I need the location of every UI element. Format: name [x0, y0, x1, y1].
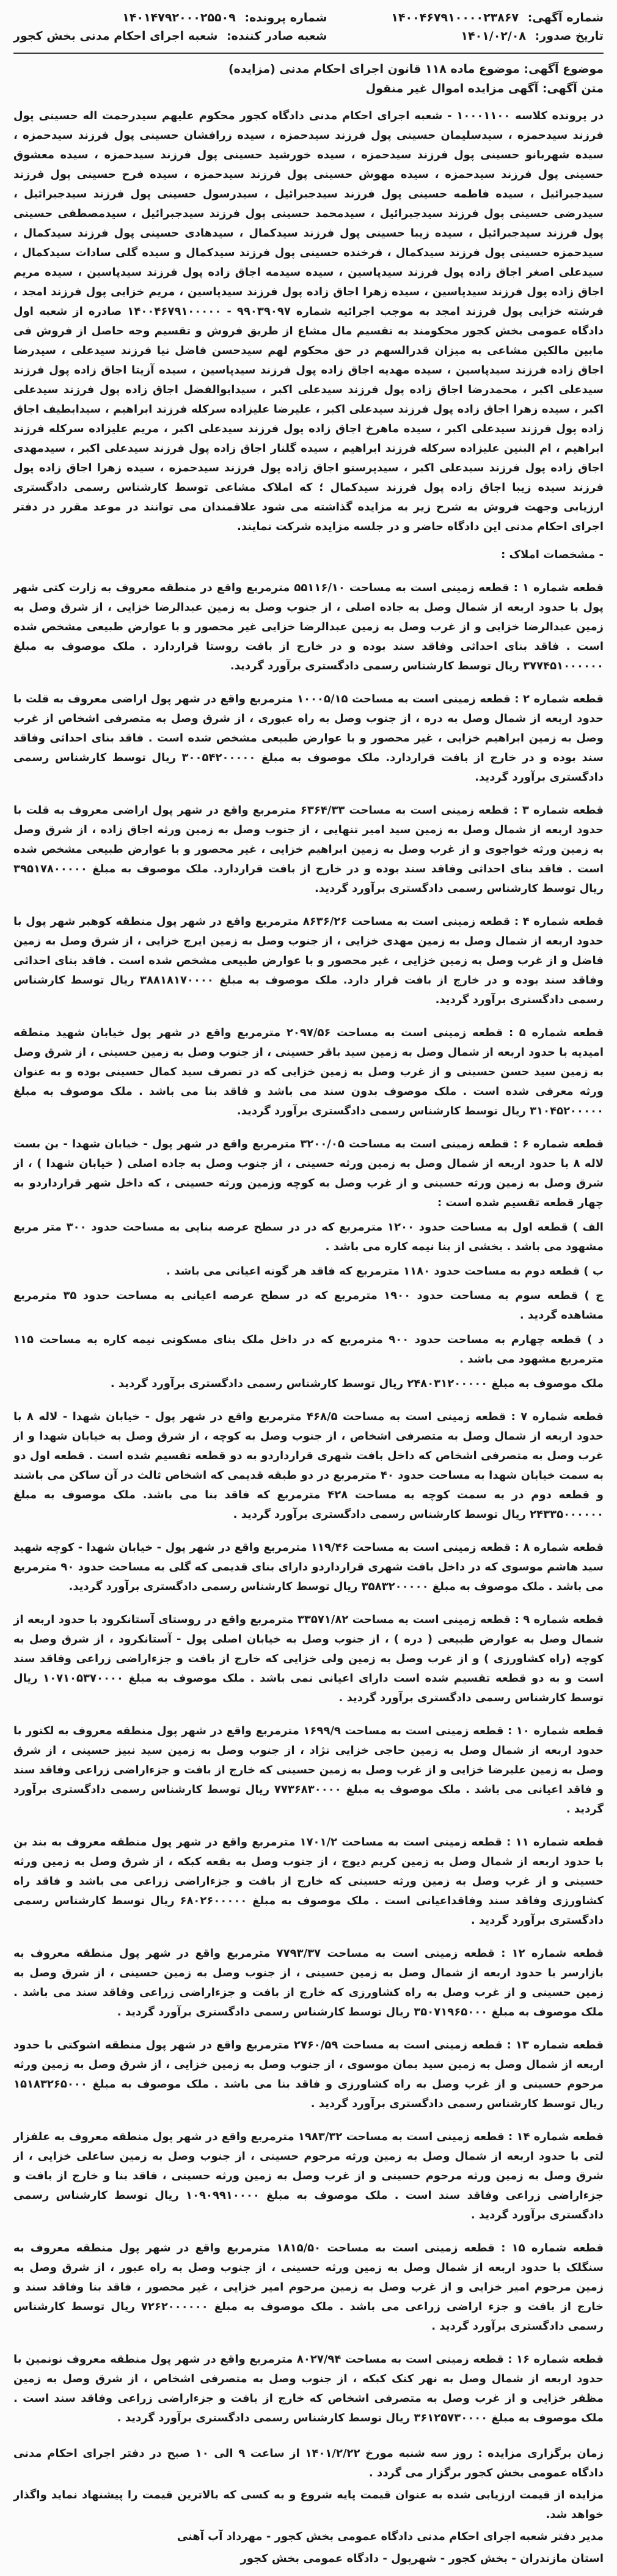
- lot-text: قطعه شماره ۱۲ : قطعه زمینی است به مساحت ۷۷۹۳/۳۷ مترمربع واقع در شهر پول منطقه معروف به بازارسر با حدود اربعه از شمال وصل به زمین حسینی ، از جنوب وصل به زمین حسینی ، از شرق وصل به زمین حسینی و از غرب وصل به راه کشاورزی که خارج از بافت و جزءاراضی زراعی وفاقد سند می باشد . ملک موصوف به مبلغ ۳۵۰۷۱۹۶۵۰۰۰ ریال توسط کارشناس رسمی دادگستری برآورد گردید .: [13, 1947, 604, 2018]
- lot-5: [13, 1023, 604, 1121]
- lot-2: [13, 690, 604, 787]
- notice-header: [13, 9, 604, 45]
- notice-text-line: [13, 79, 604, 98]
- lot-16: [13, 2350, 604, 2428]
- lot-text: قطعه شماره ۱۵ : قطعه زمینی است به مساحت ۱۸۱۵/۵۰ مترمربع واقع در شهر پول منطقه معروف به سنگلک با حدود اربعه از شمال وصل به زمین ورثه حسینی ، از جنوب وصل به راه عبور ، از شرق وصل به زمین مرحوم امیر خزایی و از غرب وصل به زمین مرحوم امیر خزایی ، غیر محصور ، فاقد بنا وفاقد سند و خارج از بافت و جزء اراضی زراعی می باشد . ملک موصوف به مبلغ ۷۲۶۲۰۰۰۰۰۰ ریال توسط کارشناس رسمی دادگستری برآورد گردید .: [13, 2242, 604, 2333]
- lot-text: قطعه شماره ۱۱ : قطعه زمینی است به مساحت ۱۷۰۱/۲ مترمربع واقع در شهر پول منطقه معروف به بند بن با حدود اربعه از شمال وصل به زمین کریم دیوج ، از جنوب وصل به بقعه کبکه ، از شرق وصل به زمین ورثه حسینی و از غرب وصل به زمین ورثه حسینی که خارج از بافت و جزءاراضی زراعی می باشد و فاقد راه کشاورزی وفاقد سند وفاقداعیانی است . ملک موصوف به مبلغ ۶۸۰۲۶۰۰۰۰۰ ریال توسط کارشناس رسمی دادگستری برآورد گردید .: [13, 1836, 604, 1927]
- auction-terms: مزایده از قیمت ارزیابی شده به عنوان قیمت پایه شروع و به کسی که بالاترین قیمت را پیشنهاد نماید واگذار خواهد شد.: [13, 2489, 604, 2521]
- issuing-branch-row: [13, 27, 327, 45]
- lot-text: قطعه شماره ۱۴ : قطعه زمینی است به مساحت ۱۹۸۳/۳۲ مترمربع واقع در شهر پول منطقه معروف به علفزار لتی با حدود اربعه از شمال وصل به زمین ورثه مرحوم حسینی ، از جنوب وصل به زمین ساعلی خزایی ، از شرق وصل به زمین ورثه مرحوم حسینی و از غرب وصل به زمین ورثه حسینی ، فاقد بنا و خارج از بافت و جزءاراضی زراعی وفاقد سند است . ملک موصوف به مبلغ ۱۰۹۰۹۹۱۰۰۰۰ ریال توسط کارشناس رسمی دادگستری برآورد گردید .: [13, 2130, 604, 2221]
- lot-text: قطعه شماره ۷ : قطعه زمینی است به مساحت ۴۶۸/۵ مترمربع واقع در شهر پول - خیابان شهدا - لاله ۸ با حدود اربعه از شمال وصل به متصرفی اشخاص ، از جنوب وصل به کوچه ، از شرق وصل به خیابان شهدا و از غرب وصل به متصرفی اشخاص که داخل بافت شهری قرارداردو به دو قطعه تقسیم شده است . قطعه اول دو به سمت خیابان شهدا به مساحت حدود ۴۰ مترمربع در دو طبقه قدیمی که اشخاص ثالث در آن ساکن می باشند و قطعه دوم در به سمت کوچه به مساحت ۴۲۸ مترمربع که فاقد بنا می باشد. ملک موصوف به مبلغ ۲۴۳۳۵۰۰۰۰۰۰ ریال توسط کارشناس رسمی دادگستری برآورد گردید .: [13, 1410, 604, 1521]
- lot-6-part-a: الف ) قطعه اول به مساحت حدود ۱۲۰۰ مترمربع که در در سطح عرصه بنایی به مساحت حدود ۳۰۰ متر مربع مشهود می باشد . بخشی از بنا نیمه کاره می باشد .: [13, 1221, 604, 1253]
- lot-text: قطعه شماره ۵ : قطعه زمینی است به مساحت ۲۰۹۷/۵۶ مترمربع واقع در شهر پول خیابان شهید منطقه امیدیه با حدود اربعه از شمال وصل به زمین سید باقر حسینی ، از جنوب وصل به زمین حسینی ، از شرق وصل به زمین سید حسن حسینی و از غرب وصل به زمین خزایی که در تصرف سید کمال حسینی بوده و به عنوان ورثه معرفی شده است . ملک موصوف بدون سند می باشد و فاقد بنا می باشد . ملک موصوف به مبلغ ۳۱۰۴۵۲۰۰۰۰۰ ریال توسط کارشناس رسمی دادگستری برآورد گردید.: [13, 1026, 604, 1117]
- lot-1: [13, 578, 604, 676]
- issue-date-row: [391, 27, 604, 45]
- lot-11: [13, 1833, 604, 1930]
- notice-number-value: ۱۴۰۰۴۶۷۹۱۰۰۰۰۲۳۸۶۷: [391, 11, 519, 24]
- lot-text: قطعه شماره ۲ : قطعه زمینی است به مساحت ۱۰۰۰۵/۱۵ مترمربع واقع در شهر پول اراضی معروف به قلت با حدود اربعه از شمال وصل به دره ، از جنوب وصل به راه عبوری ، از شرق وصل به متصرفی اشخاص از غرب وصل به زمین ابراهیم خزایی ، غیر محصور و با عوارض طبیعی مشخص شده است . فاقد بنای احداثی وفاقد سند بوده و در خارج از بافت قراردارد. ملک موصوف به مبلغ ۳۰۰۵۴۲۰۰۰۰۰ ریال توسط کارشناس رسمی دادگستری برآورد گردید.: [13, 693, 604, 784]
- lot-9: [13, 1610, 604, 1708]
- issue-date-value: ۱۴۰۱/۰۲/۰۸: [461, 29, 527, 43]
- lot-text: قطعه شماره ۱۳ : قطعه زمینی است به مساحت ۲۷۶۰/۵۹ مترمربع واقع در شهر پول منطقه اشوکتی با حدود اربعه از شمال وصل به زمین سید بمان موسوی ، از جنوب وصل به زمین خزایی ، از شرق وصل به زمین ورثه مرحوم حسینی و از غرب وصل به راه کشاورزی و فاقد بنا می باشد . ملک موصوف به مبلغ ۱۵۱۸۳۲۶۵۰۰۰ ریال توسط کارشناس رسمی دادگستری برآورد گردید .: [13, 2039, 604, 2110]
- lot-10: [13, 1721, 604, 1819]
- file-number-label: شماره پرونده:: [244, 11, 327, 24]
- lot-6: [13, 1135, 604, 1394]
- lot-3: [13, 801, 604, 899]
- lot-13: [13, 2036, 604, 2114]
- lot-15: [13, 2239, 604, 2336]
- lot-text: قطعه شماره ۳ : قطعه زمینی است به مساحت ۶۳۶۴/۳۳ مترمربع واقع در شهر پول اراضی معروف به قلت با حدود اربعه از شمال وصل به زمین سید امیر تنهایی ، از جنوب وصل به زمین ورثه اجاق زاده ، از شرق وصل به زمین ورثه خواجوی و از غرب وصل به زمین ابراهیم خزایی ، غیر محصور و با عوارض طبیعی مشخص شده است . فاقد بنای احداثی وفاقد سند بوده و در خارج از بافت قراردارد. ملک موصوف به مبلغ ۳۹۵۱۷۸۰۰۰۰۰ ریال توسط کارشناس رسمی دادگستری برآورد گردید.: [13, 804, 604, 895]
- lot-6-part-c: ج ) قطعه سوم به مساحت حدود ۱۹۰۰ مترمربع که در سطح عرصه اعیانی به مساحت حدود ۳۵ مترمربع مشاهده گردید .: [13, 1289, 604, 1322]
- lot-14: [13, 2127, 604, 2225]
- lot-text: قطعه شماره ۱ : قطعه زمینی است به مساحت ۵۵۱۱۶/۱۰ مترمربع واقع در منطقه معروف به زارت کتی شهر پول با حدود اربعه از شمال وصل به جاده اصلی ، از جنوب وصل به زمین عبدالرضا خزایی ، از شرق وصل به زمین عبدالرضا خزایی و از غرب وصل به زمین عبدالرضا خزایی غیر محصور و با عوارض طبیعی مشخص شده است . فاقد بنای احداثی وفاقد سند بوده و در خارج از بافت روستا قراردارد . ملک موصوف به مبلغ ۳۷۷۴۵۱۰۰۰۰۰۰ ریال توسط کارشناس رسمی دادگستری برآورد گردید.: [13, 581, 604, 672]
- notice-number-label: شماره آگهی:: [527, 11, 604, 24]
- issuing-branch-label: شعبه صادر کننده:: [227, 29, 327, 43]
- office-head: مدیر دفتر شعبه اجرای احکام مدنی دادگاه عمومی بخش کجور - مهرداد آب آهنی: [177, 2530, 604, 2543]
- subject-text: موضوع ماده ۱۱۸ قانون اجرای احکام مدنی (مزایده): [228, 62, 520, 76]
- intro-paragraph: در پرونده کلاسه ۱۰۰۰۱۱۰۰ - شعبه اجرای احکام مدنی دادگاه کجور محکوم علیهم سیدرحمت اله حسینی پول فرزند سیدحمزه ، سیدسلیمان حسینی پول فرزند سیدحمزه ، سیده زرافشان حسینی پول فرزند سیدحمزه ، سیده شهربانو حسینی پول فرزند سیدحمزه ، سیده خورشید حسینی پول فرزند سیدحمزه ، سیده معشوق حسینی پول فرزند سیدحمزه ، سیده مهوش حسینی پول فرزند سیدحمزه ، سیده فرح حسینی پول فرزند سیدجبرائیل ، سیده فاطمه حسینی پول فرزند سیدجبرائیل ، سیدرسول حسینی پول فرزند سیدجبرائیل ، سیدرضی حسینی پول فرزند سیدجبرائیل ، سیدمحمد حسینی پول فرزند سیدجبرائیل ، سیدمصطفی حسینی پول فرزند سیدجبرائیل ، سیده زیبا حسینی پول فرزند سیدکمال ، سیدهادی حسینی پول فرزند سیدکمال ، سیدحمزه حسینی پول فرزند سیدکمال ، فرخنده حسینی پول فرزند سیدکمال و سیده گلی سادات سیدکمال ، سیدعلی اصغر اجاق زاده پول فرزند سیدپاسین ، سیده سیدمه اجاق زاده پول فرزند سیدپاسین ، سیده مریم اجاق زاده پول فرزند سیدپاسین ، سیده زهرا اجاق زاده پول فرزند سیدپاسین ، مریم خزایی پول فرزند امجد ، فرشته خزایی پول فرزند امجد به موجب اجرائیه شماره ۹۹۰۳۹۰۹۷ - ۱۴۰۰۴۶۷۹۱۰۰۰۰۰ صادره از شعبه اول دادگاه عمومی بخش کجور محکومند به تقسیم مال مشاع از طریق فروش و تقسیم وجه حاصل از فروش فی مابین مالکین مشاعی به میزان قدرالسهم در حق محکوم لهم سیدحسن فاضل نیا فرزند سیدعلی ، سیدرضا اجاق زاده فرزند سیدپاسین ، سیده مهدیه اجاق زاده پول فرزند سیدپاسین ، سیده آزیتا اجاق زاده پول فرزند سیدعلی اکبر ، محمدرضا اجاق زاده پول فرزند سیدعلی اکبر ، سیدابوالفضل اجاق زاده پول فرزند سیدعلی اکبر ، سیده زهرا اجاق زاده پول فرزند سیدعلی اکبر ، علیرضا علیزاده سرکله فرزند ابراهیم ، سیدابطیف اجاق زاده پول فرزند سیدعلی اکبر ، سیده ماهرخ اجاق زاده پول فرزند سیدعلی اکبر ، مریم علیزاده سرکله فرزند ابراهیم ، ام البنین علیزاده سرکله فرزند ابراهیم ، سیده گلنار اجاق زاده پول فرزند سیدعلی اکبر ، سیدمهدی اجاق زاده پول فرزند سیدعلی اکبر ، سیدپرستو اجاق زاده پول فرزند سیدحمزه ، سیده زهرا اجاق زاده پول فرزند سیده زیبا اجاق زاده پول فرزند سیدکمال ؛ که املاک مشاعی توسط کارشناس رسمی دادگستری ارزیابی وجهت فروش به شرح زیر به مزایده گذاشته می شود علاقمندان می توانند در موعد مقرر در دفتر اجرای احکام مدنی این دادگاه حاضر و در جلسه مزایده شرکت نمایند.: [13, 109, 604, 533]
- file-number-value: ۱۴۰۱۴۷۹۲۰۰۰۲۵۵۰۹: [122, 11, 236, 24]
- lot-text: قطعه شماره ۱۰ : قطعه زمینی است به مساحت ۱۶۹۹/۹ مترمربع واقع در شهر پول منطقه معروف به لکتور با حدود اربعه از شمال وصل به زمین حاجی خزایی نژاد ، از جنوب وصل به زمین سید نبیز حسینی ، از شرق وصل به زمین علیرضا خزایی و از غرب وصل به زمین حسینی که خارج از بافت و جزءاراضی زراعی وفاقد سند و فاقد اعیانی می باشد . ملک موصوف به مبلغ ۷۷۳۶۸۳۰۰۰۰ ریال توسط کارشناس رسمی دادگستری برآورد گردید .: [13, 1724, 604, 1816]
- issue-date-label: تاریخ صدور:: [535, 29, 604, 43]
- notice-footer: [13, 2444, 604, 2569]
- lot-text: قطعه شماره ۸ : قطعه زمینی است به مساحت ۱۱۹/۴۶ مترمربع واقع در شهر پول - خیابان شهدا - کوچه شهید سید هاشم موسوی که در داخل بافت شهری قرارداردو دارای بنای قدیمی که گلی به مساحت حدود ۹۰ مترمربع می باشد . ملک موصوف به مبلغ ۳۵۸۳۲۰۰۰۰۰ ریال توسط کارشناس رسمی دادگستری برآورد گردید.: [13, 1541, 604, 1593]
- issuing-branch-value: شعبه اجرای احکام مدنی بخش کجور: [13, 29, 218, 43]
- subject-line: [13, 60, 604, 78]
- file-number-row: [122, 9, 327, 27]
- lot-8: [13, 1538, 604, 1597]
- lot-12: [13, 1944, 604, 2022]
- lot-text: قطعه شماره ۶ : قطعه زمینی است به مساحت ۳۲۰۰/۰۵ مترمربع واقع در شهر پول - خیابان شهدا - بن بست لاله ۸ با حدود اربعه از شمال وصل به زمین ورثه حسینی ، از جنوب وصل به جاده اصلی ( خیابان شهدا ) ، از شرق وصل به زمین ورثه حسینی و از غرب وصل به کوچه وزمین ورثه حسینی ، که داخل شهر قرارداردو به چهار قطعه تقسیم شده است :: [13, 1138, 604, 1209]
- lot-4: [13, 912, 604, 1010]
- lot-text: قطعه شماره ۴ : قطعه زمینی است به مساحت ۸۶۳۶/۲۶ مترمربع واقع در شهر پول منطقه کوهبر شهر پول با حدود اربعه از شمال وصل به زمین مهدی خزایی ، از جنوب وصل به زمین ایرج خزایی ، از شرق وصل به زمین فاضل و از غرب وصل به زمین خزایی ، غیر محصور و با عوارض طبیعی مشخص شده است . فاقد بنای احداثی وفاقد سند بوده و در خارج از بافت قرار دارد. ملک موصوف به مبلغ ۳۸۸۱۸۱۷۰۰۰۰ ریال توسط کارشناس رسمی دادگستری برآورد گردید.: [13, 915, 604, 1006]
- auction-time: زمان برگزاری مزایده : روز سه شنبه مورخ ۱۴۰۱/۲/۲۲ از ساعت ۹ الی ۱۰ صبح در دفتر اجرای احکام مدنی دادگاه عمومی بخش کجور برگزار می گردد .: [13, 2447, 604, 2479]
- header-divider: [13, 53, 604, 54]
- lot-text: قطعه شماره ۱۶ : قطعه زمینی است به مساحت ۸۰۲۷/۹۴ مترمربع واقع در شهر پول منطقه معروف نونمین با حدود اربعه از شمال وصل به نهر کنک کبکه ، از جنوب وصل به متصرفی اشخاص ، از شرق وصل به زمین مظفر خزایی و از غرب وصل به متصرفی اشخاص که خارج از بافت و جزءاراضی زراعی وفاقد سند است . ملک موصوف به مبلغ ۳۶۱۲۵۷۳۰۰۰۰ ریال توسط کارشناس رسمی دادگستری برآورد گردید .: [13, 2353, 604, 2424]
- subject-label: موضوع آگهی:: [524, 62, 604, 76]
- notice-number-row: [391, 9, 604, 27]
- header-right-column: [391, 9, 604, 45]
- header-left-column: [13, 9, 327, 45]
- notice-text-value: آگهی مزایده اموال غیر منقول: [365, 82, 539, 95]
- lot-6-valuation: ملک موصوف به مبلغ ۲۴۸۰۳۱۲۰۰۰۰۰ ریال توسط کارشناس رسمی دادگستری برآورد گردید .: [110, 1377, 604, 1390]
- lot-7: [13, 1407, 604, 1525]
- lot-text: قطعه شماره ۹ : قطعه زمینی است به مساحت ۳۳۵۷۱/۸۲ مترمربع واقع در روستای آستانکرود با حدود اربعه از شمال وصل به عوارض طبیعی ( دره ) ، از جنوب وصل به خیابان اصلی پول - آستانکرود ، از شرق وصل به کوچه (راه کشاورزی ) و از غرب وصل به زمین ولی خزایی که خارج از بافت و جزءاراضی زراعی وفاقد سند است و به دو قطعه تقسیم شده است دارای اعیانی نمی باشد . ملک موصوف به مبلغ ۱۰۷۱۰۵۳۷۰۰۰۰ ریال توسط کارشناس رسمی دادگستری برآورد گردید .: [13, 1613, 604, 1704]
- notice-text-label: متن آگهی:: [542, 82, 604, 95]
- lot-6-part-d: د ) قطعه چهارم به مساحت حدود ۹۰۰ مترمربع که در داخل ملک بنای مسکونی نیمه کاره به مساحت ۱۱۵ مترمربع مشهود می باشد .: [13, 1333, 604, 1366]
- lot-6-part-b: ب ) قطعه دوم به مساحت حدود ۱۱۸۰ مترمربع که فاقد هر گونه اعیانی می باشد .: [166, 1265, 604, 1278]
- signature-line: استان مازندران - بخش کجور - شهرپول - دادگاه عمومی بخش کجور: [240, 2552, 604, 2565]
- property-spec-label: - مشخصات املاک :: [501, 548, 604, 561]
